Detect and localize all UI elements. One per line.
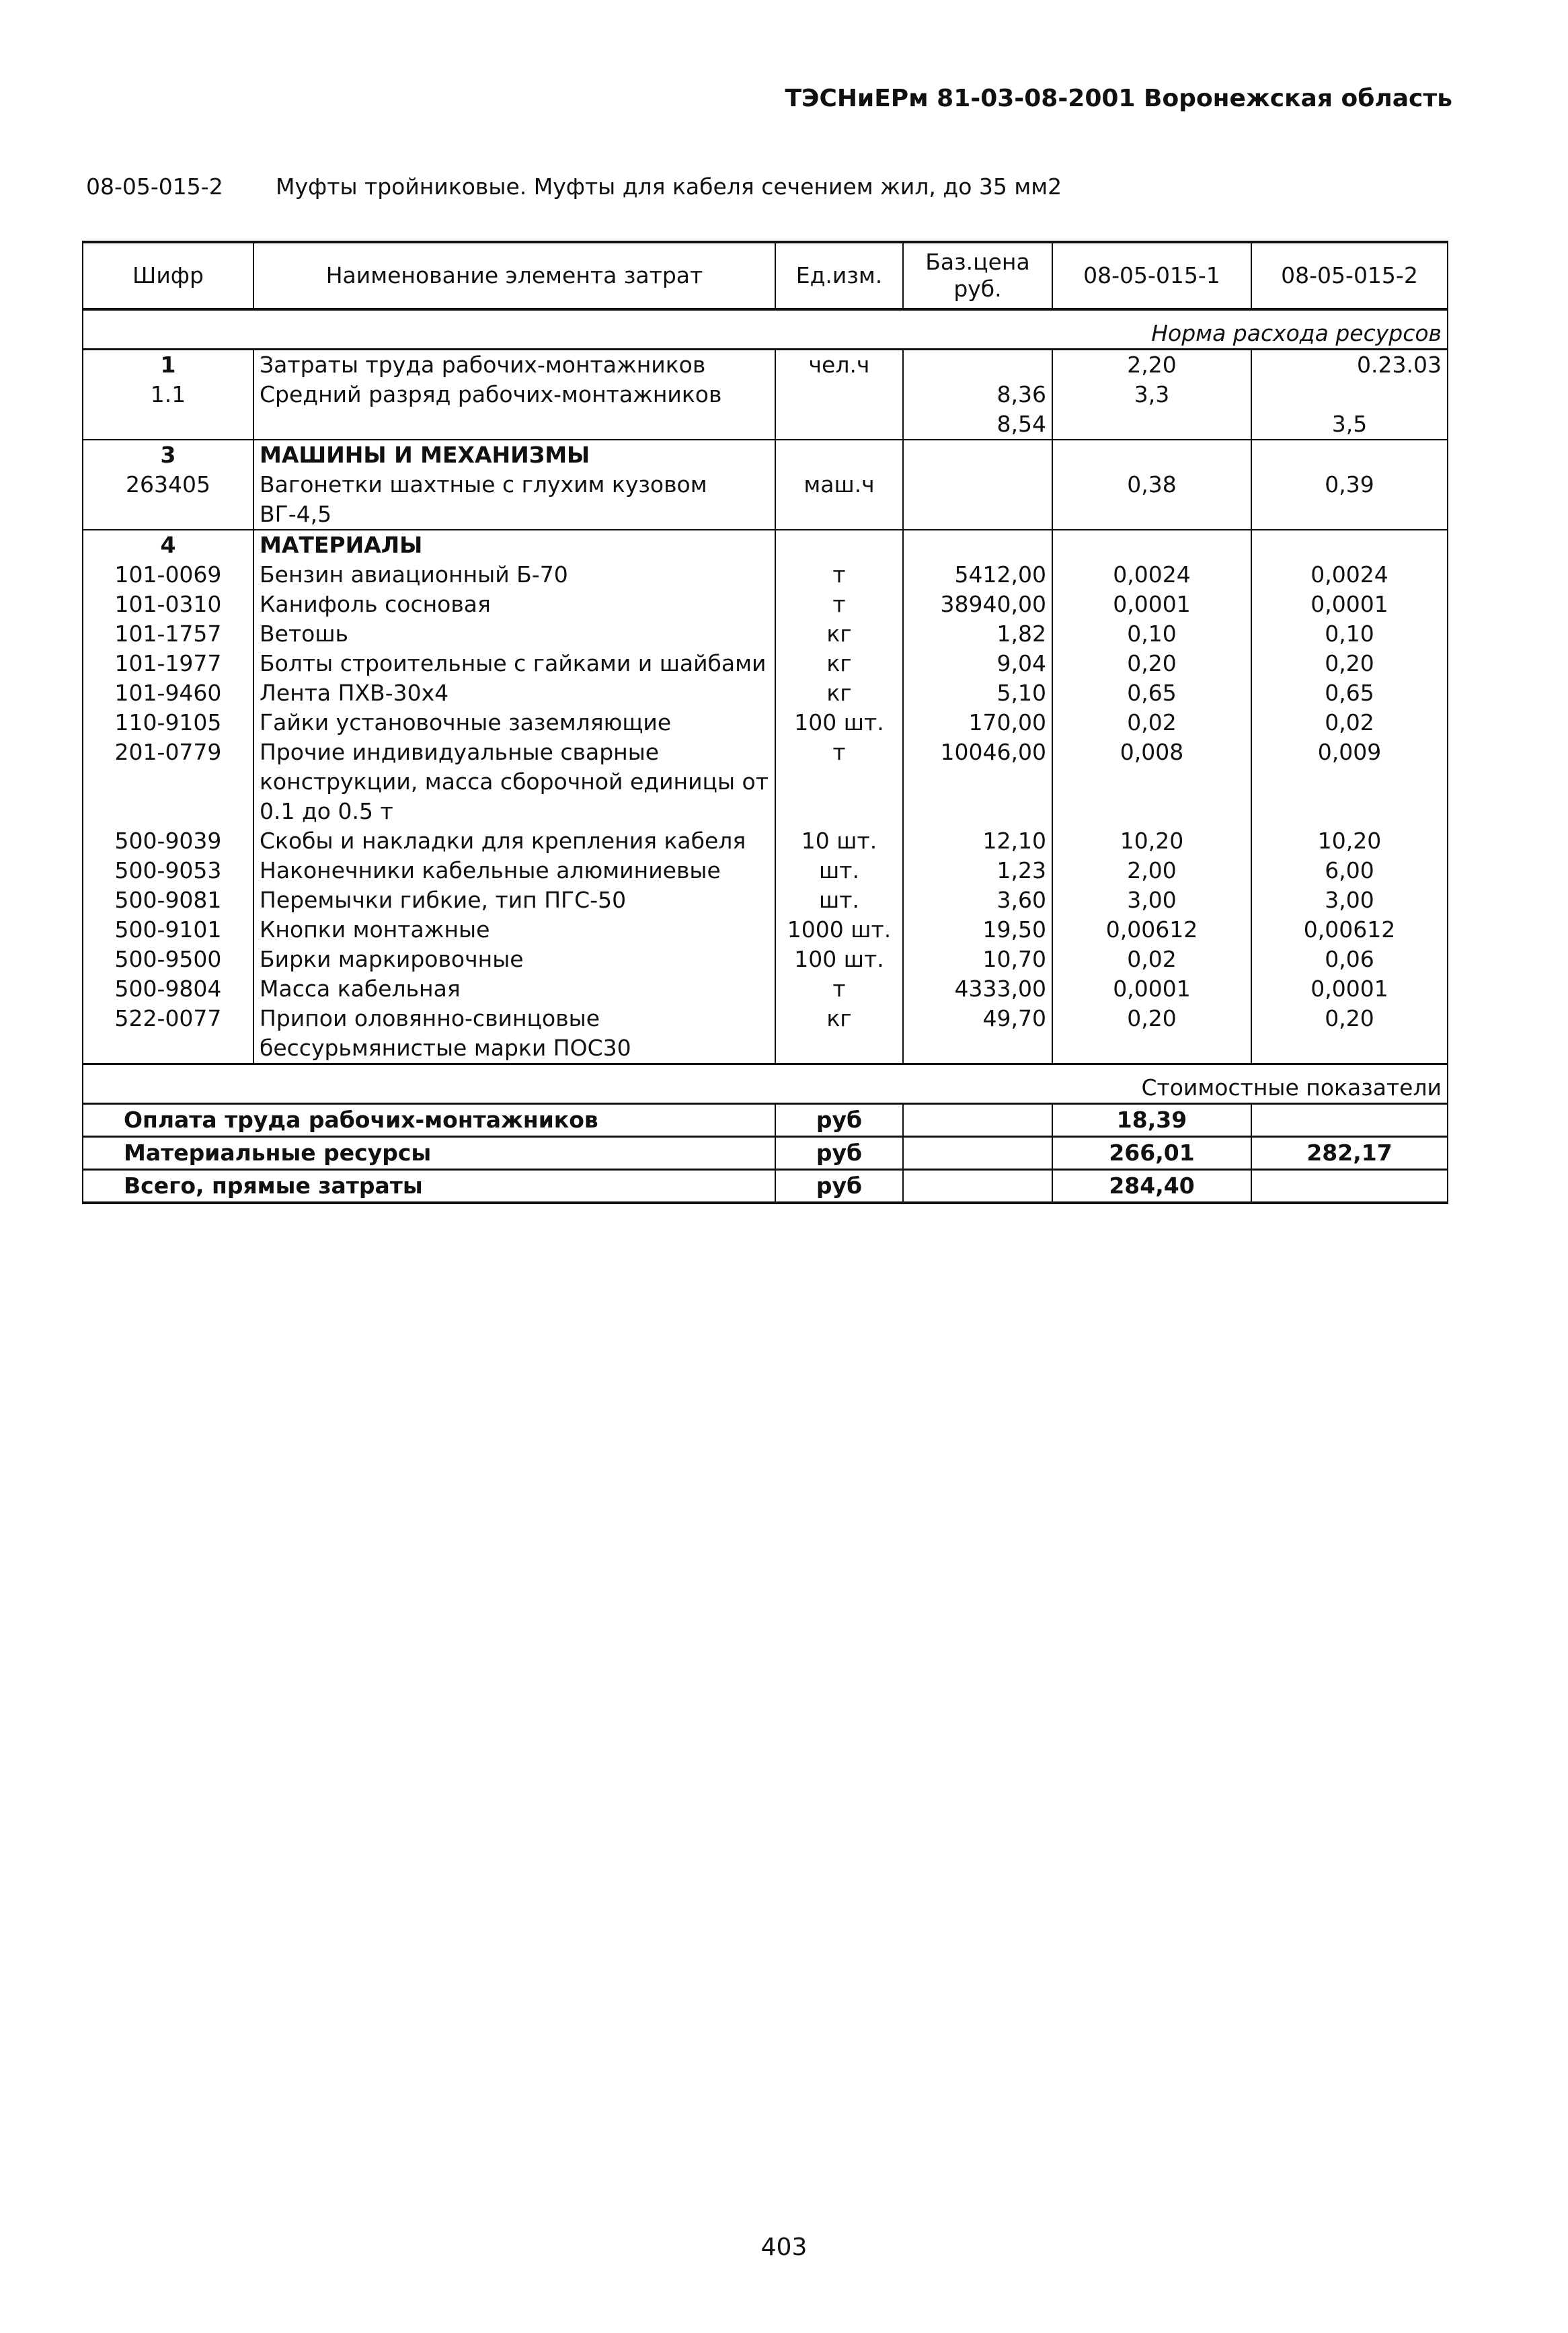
cell-price: 8,54 (903, 409, 1052, 440)
total-v2 (1251, 1170, 1448, 1203)
cell-v2: 0,00612 (1251, 915, 1448, 945)
cell-unit: т (775, 974, 903, 1004)
cell-code: 500-9081 (83, 885, 253, 915)
cell-name: Наконечники кабельные алюминиевые (253, 856, 775, 885)
totals-row (83, 1104, 1448, 1137)
cell-price: 8,36 (903, 380, 1052, 409)
cell-price: 4333,00 (903, 974, 1052, 1004)
cell-v1: 0,38 (1052, 470, 1251, 530)
cell-v2: 0,0001 (1251, 974, 1448, 1004)
cell-v2 (1251, 440, 1448, 470)
cell-v1: 0,00612 (1052, 915, 1251, 945)
document-header: ТЭСНиЕРм 81-03-08-2001 Воронежская область (785, 85, 1452, 112)
cell-unit (775, 409, 903, 440)
cell-unit: т (775, 590, 903, 619)
norm-section-row (83, 309, 1448, 350)
cell-code: 500-9804 (83, 974, 253, 1004)
table-row (83, 945, 1448, 974)
cell-price: 19,50 (903, 915, 1052, 945)
cell-unit: 100 шт. (775, 945, 903, 974)
table-header-row (83, 242, 1448, 309)
cell-name: Масса кабельная (253, 974, 775, 1004)
cell-v2: 0,10 (1251, 619, 1448, 649)
total-price (903, 1170, 1052, 1203)
cell-v1: 0,20 (1052, 649, 1251, 678)
cell-code: 500-9500 (83, 945, 253, 974)
cell-v2: 0,39 (1251, 470, 1448, 530)
cell-v2: 0,20 (1251, 1004, 1448, 1064)
cell-code (83, 409, 253, 440)
cell-name: Кнопки монтажные (253, 915, 775, 945)
cell-code: 201-0779 (83, 738, 253, 826)
total-name: Оплата труда рабочих-монтажников (83, 1104, 775, 1137)
cell-price: 12,10 (903, 826, 1052, 856)
cell-v1: 0,008 (1052, 738, 1251, 826)
table-row (83, 738, 1448, 826)
cell-name: Прочие индивидуальные сварные конструкции, масса сборочной единицы от 0.1 до 0.5 т (253, 738, 775, 826)
cell-v2: 0,02 (1251, 708, 1448, 738)
cell-price (903, 350, 1052, 381)
cell-name: Затраты труда рабочих-монтажников (253, 350, 775, 381)
total-price (903, 1104, 1052, 1137)
cell-price: 5412,00 (903, 560, 1052, 590)
total-v2 (1251, 1104, 1448, 1137)
table-row (83, 826, 1448, 856)
cell-v1: 3,3 (1052, 380, 1251, 409)
cell-price: 9,04 (903, 649, 1052, 678)
cell-unit: кг (775, 619, 903, 649)
total-unit: руб (775, 1137, 903, 1170)
cell-name: МАШИНЫ И МЕХАНИЗМЫ (253, 440, 775, 470)
table-row (83, 619, 1448, 649)
cell-code: 101-9460 (83, 678, 253, 708)
table-row (83, 708, 1448, 738)
table-row (83, 590, 1448, 619)
cell-code: 3 (83, 440, 253, 470)
cell-unit: шт. (775, 885, 903, 915)
cell-price: 38940,00 (903, 590, 1052, 619)
cell-unit: т (775, 560, 903, 590)
cell-name: Канифоль сосновая (253, 590, 775, 619)
cell-v1: 0,0001 (1052, 590, 1251, 619)
cell-v1: 2,20 (1052, 350, 1251, 381)
cell-v2: 0,0001 (1251, 590, 1448, 619)
table-row (83, 856, 1448, 885)
cell-unit: 1000 шт. (775, 915, 903, 945)
cell-name: Вагонетки шахтные с глухим кузовом ВГ-4,5 (253, 470, 775, 530)
cell-code: 500-9101 (83, 915, 253, 945)
total-v1: 284,40 (1052, 1170, 1251, 1203)
cell-code: 263405 (83, 470, 253, 530)
cell-v1 (1052, 409, 1251, 440)
table-body (83, 350, 1448, 1064)
cell-code: 1 (83, 350, 253, 381)
cell-name: Бензин авиационный Б-70 (253, 560, 775, 590)
cell-unit: 10 шт. (775, 826, 903, 856)
cell-v1: 0,02 (1052, 945, 1251, 974)
cell-unit: чел.ч (775, 350, 903, 381)
total-unit: руб (775, 1104, 903, 1137)
cell-v1: 0,20 (1052, 1004, 1251, 1064)
cell-name: Ветошь (253, 619, 775, 649)
cell-v2 (1251, 380, 1448, 409)
cell-v1: 3,00 (1052, 885, 1251, 915)
cell-code: 101-1977 (83, 649, 253, 678)
cell-name: Бирки маркировочные (253, 945, 775, 974)
cell-code: 500-9053 (83, 856, 253, 885)
cell-unit: кг (775, 678, 903, 708)
cell-v2 (1251, 530, 1448, 560)
cell-v1: 0,02 (1052, 708, 1251, 738)
table-row (83, 380, 1448, 409)
cell-unit: кг (775, 649, 903, 678)
table-row (83, 885, 1448, 915)
table-row (83, 530, 1448, 560)
cell-v1: 10,20 (1052, 826, 1251, 856)
column-header-name: Наименование элемента затрат (253, 242, 775, 309)
cell-v2: 3,5 (1251, 409, 1448, 440)
cell-v2: 3,00 (1251, 885, 1448, 915)
cell-name: Лента ПХВ-30х4 (253, 678, 775, 708)
table-row (83, 350, 1448, 381)
total-price (903, 1137, 1052, 1170)
cell-v2: 6,00 (1251, 856, 1448, 885)
cost-label: Стоимостные показатели (83, 1064, 1448, 1104)
cell-unit (775, 530, 903, 560)
cell-price: 1,23 (903, 856, 1052, 885)
table-row (83, 409, 1448, 440)
section-code: 08-05-015-2 (86, 173, 223, 200)
total-unit: руб (775, 1170, 903, 1203)
cell-v2: 0,0024 (1251, 560, 1448, 590)
table-row (83, 678, 1448, 708)
cell-v2: 0,009 (1251, 738, 1448, 826)
cell-price: 10046,00 (903, 738, 1052, 826)
table-row (83, 560, 1448, 590)
column-header-code: Шифр (83, 242, 253, 309)
cell-code: 500-9039 (83, 826, 253, 856)
cell-code: 101-1757 (83, 619, 253, 649)
totals-row (83, 1170, 1448, 1203)
cell-name: Гайки установочные заземляющие (253, 708, 775, 738)
cell-v1 (1052, 530, 1251, 560)
cell-name: Перемычки гибкие, тип ПГС-50 (253, 885, 775, 915)
cell-v2: 0,20 (1251, 649, 1448, 678)
resource-table (82, 241, 1448, 1204)
cell-code: 101-0310 (83, 590, 253, 619)
total-v1: 266,01 (1052, 1137, 1251, 1170)
cell-unit (775, 440, 903, 470)
cell-price (903, 530, 1052, 560)
cell-v1: 0,65 (1052, 678, 1251, 708)
cell-v1: 0,0001 (1052, 974, 1251, 1004)
cell-price (903, 470, 1052, 530)
cell-code: 101-0069 (83, 560, 253, 590)
cell-unit: шт. (775, 856, 903, 885)
cell-name: Припои оловянно-свинцовые бессурьмянистые марки ПОС30 (253, 1004, 775, 1064)
total-v1: 18,39 (1052, 1104, 1251, 1137)
cell-code: 110-9105 (83, 708, 253, 738)
column-header-v2: 08-05-015-2 (1251, 242, 1448, 309)
cell-v2: 0,06 (1251, 945, 1448, 974)
column-header-price: Баз.цена руб. (903, 242, 1052, 309)
table-row (83, 649, 1448, 678)
cell-name: МАТЕРИАЛЫ (253, 530, 775, 560)
cell-price: 10,70 (903, 945, 1052, 974)
table-row (83, 915, 1448, 945)
cell-v2: 0.23.03 (1251, 350, 1448, 381)
table-row (83, 974, 1448, 1004)
total-name: Материальные ресурсы (83, 1137, 775, 1170)
cell-v1 (1052, 440, 1251, 470)
norm-label: Норма расхода ресурсов (83, 309, 1448, 350)
cell-unit (775, 380, 903, 409)
cell-name (253, 409, 775, 440)
cell-price: 3,60 (903, 885, 1052, 915)
cell-unit: кг (775, 1004, 903, 1064)
cell-unit: маш.ч (775, 470, 903, 530)
cell-code: 1.1 (83, 380, 253, 409)
cell-v1: 0,0024 (1052, 560, 1251, 590)
totals-row (83, 1137, 1448, 1170)
total-v2: 282,17 (1251, 1137, 1448, 1170)
section-description: Муфты тройниковые. Муфты для кабеля сечением жил, до 35 мм2 (276, 173, 1062, 200)
cell-v2: 10,20 (1251, 826, 1448, 856)
page-number: 403 (760, 2233, 808, 2261)
cell-unit: т (775, 738, 903, 826)
table-row (83, 470, 1448, 530)
cell-unit: 100 шт. (775, 708, 903, 738)
cell-price: 49,70 (903, 1004, 1052, 1064)
cell-code: 4 (83, 530, 253, 560)
cell-v1: 2,00 (1052, 856, 1251, 885)
column-header-v1: 08-05-015-1 (1052, 242, 1251, 309)
table-row (83, 440, 1448, 470)
section-subtitle (86, 173, 1062, 200)
cell-price: 170,00 (903, 708, 1052, 738)
cell-name: Болты строительные с гайками и шайбами (253, 649, 775, 678)
cell-price (903, 440, 1052, 470)
cell-price: 5,10 (903, 678, 1052, 708)
totals-body (83, 1104, 1448, 1203)
column-header-unit: Ед.изм. (775, 242, 903, 309)
cell-price: 1,82 (903, 619, 1052, 649)
cell-code: 522-0077 (83, 1004, 253, 1064)
cell-v2: 0,65 (1251, 678, 1448, 708)
table-row (83, 1004, 1448, 1064)
cost-section-row (83, 1064, 1448, 1104)
cell-name: Средний разряд рабочих-монтажников (253, 380, 775, 409)
total-name: Всего, прямые затраты (83, 1170, 775, 1203)
cell-name: Скобы и накладки для крепления кабеля (253, 826, 775, 856)
cell-v1: 0,10 (1052, 619, 1251, 649)
